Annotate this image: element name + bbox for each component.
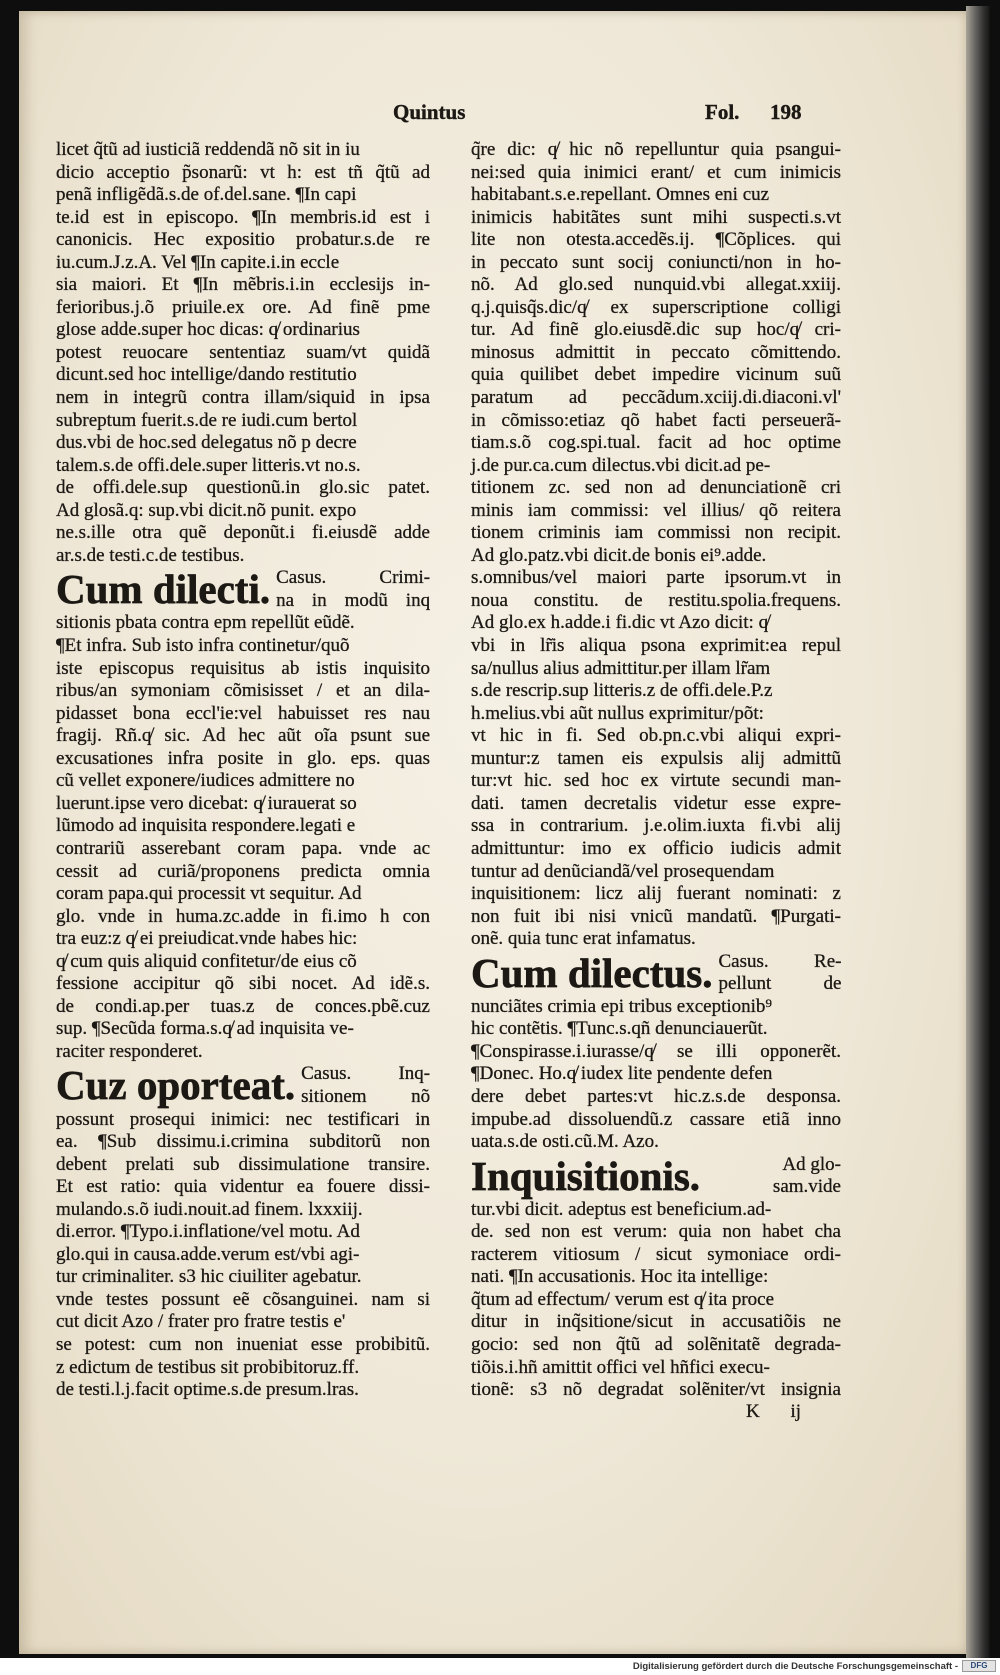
text-line	[471, 1244, 841, 1267]
text-line	[471, 364, 841, 387]
text-line-content: q̃tum ad effectum/ verum est q̸ ita proce	[471, 1288, 775, 1310]
text-line	[56, 1176, 430, 1199]
text-line	[56, 658, 430, 681]
text-line-content: in peccato sunt socij coniuncti/non in ho-	[471, 251, 841, 273]
text-line	[471, 1086, 841, 1109]
text-line-content: dati. tamen decretalis videtur esse expre-	[471, 792, 841, 814]
text-line-content: inquisitionem: licz alij fuerant nominati: z	[471, 883, 841, 905]
text-line	[471, 184, 841, 207]
text-line-content: de testi.l.j.facit optime.s.de presum.lras.	[56, 1379, 359, 1401]
text-line	[56, 973, 430, 996]
casus-line	[718, 951, 841, 974]
text-line	[56, 207, 430, 230]
text-line-content: tur. Ad finẽ glo.eiusdẽ.dic sup hoc/q̸ cri-	[471, 319, 841, 341]
text-line	[471, 815, 841, 838]
right-column	[471, 139, 841, 1402]
text-line-content: tra euz:z q̸ ei preiudicat.vnde habes hic:	[56, 928, 358, 950]
text-line-content: ¶Donec. Ho.q̸ iudex lite pendente defen	[471, 1063, 773, 1085]
text-line-content: mulando.s.õ iudi.nouit.ad finem. lxxxiij.	[56, 1198, 363, 1220]
text-line	[56, 364, 430, 387]
text-line-content: s.de rescrip.sup litteris.z de offi.dele.P.z	[471, 680, 773, 702]
text-line	[56, 1041, 430, 1064]
text-line	[471, 658, 841, 681]
text-line	[471, 1063, 841, 1086]
text-line	[471, 455, 841, 478]
casus-line-content: sitionem nõ	[301, 1085, 431, 1107]
page-fore-edge	[966, 6, 990, 1658]
casus-line	[706, 1176, 841, 1199]
text-line-content: lite non otesta.accedẽs.ij. ¶Cõplices. qui	[471, 229, 841, 251]
text-line-content: cũ vellet exponere/iudices admittere no	[56, 770, 355, 792]
text-line-content: onẽ. quia tunc erat infamatus.	[471, 928, 696, 950]
text-line-content: paratum ad peccãdum.xciij.di.diaconi.vl'	[471, 387, 841, 409]
text-line-content: ¶Conspirasse.i.iurasse/q̸ se illi opponerẽt.	[471, 1040, 841, 1062]
text-line	[471, 612, 841, 635]
text-line	[56, 951, 430, 974]
text-line	[471, 793, 841, 816]
text-line-content: Ad glo.ex h.adde.i fi.dic vt Azo dicit: q̸	[471, 612, 769, 634]
text-line-content: iu.cum.J.z.A. Vel ¶In capite.i.in eccle	[56, 251, 340, 273]
text-line-content: ferioribus.j.õ priuile.ex ore. Ad finẽ pme	[56, 296, 430, 318]
casus-note	[718, 951, 841, 996]
text-line	[56, 906, 430, 929]
text-line	[471, 590, 841, 613]
text-line-content: dus.vbi de hoc.sed delegatus nõ p decre	[56, 432, 357, 454]
text-line	[56, 297, 430, 320]
text-line	[56, 1289, 430, 1312]
casus-line-content: Ad glo-	[782, 1153, 841, 1175]
text-line-content: tionem criminis iam commissi non recipit.	[471, 522, 841, 544]
text-line	[56, 883, 430, 906]
text-line	[56, 1311, 430, 1334]
text-line-content: Ad glosã.q: sup.vbi dicit.nõ punit. expo	[56, 499, 357, 521]
dfg-logo: DFG	[962, 1660, 996, 1672]
casus-line	[706, 1154, 841, 1177]
text-line-content: titionem zc. sed non ad denunciationẽ cri	[471, 477, 841, 499]
casus-note	[276, 567, 430, 612]
text-line	[471, 1221, 841, 1244]
text-line	[56, 703, 430, 726]
text-line-content: tiõis.i.hñ amittit offici vel hñfici execu-	[471, 1356, 770, 1378]
text-line	[56, 1018, 430, 1041]
text-line-content: raciter responderet.	[56, 1040, 203, 1062]
text-line-content: lũmodo ad inquisita respondere.legati e	[56, 815, 356, 837]
text-line-content: muntur:z tamen eis expulsis alij admittũ	[471, 747, 841, 769]
text-line-content: vbi in lr̃is aliqua psona exprimit:ea repul	[471, 635, 841, 657]
text-line-content: minis iam commissi: vel illius/ qõ reitera	[471, 499, 841, 521]
text-line-content: s.omnibus/vel maiori parte ipsorum.vt in	[471, 567, 841, 589]
text-line	[56, 455, 430, 478]
text-line-content: subreptum fuerit.s.de re iudi.cum bertol	[56, 409, 358, 431]
text-line	[56, 162, 430, 185]
text-line-content: debent prelati sub dissimulatione transire.	[56, 1153, 430, 1175]
text-line	[471, 1131, 841, 1154]
text-line	[471, 861, 841, 884]
text-line-content: ne.s.ille otra quẽ deponũt.i fi.eiusdẽ adde	[56, 522, 430, 544]
text-line	[56, 410, 430, 433]
text-line	[471, 319, 841, 342]
text-line	[471, 906, 841, 929]
text-line-content: nem in integrũ contra illam/siquid in ipsa	[56, 387, 430, 409]
text-line-content: Et est ratio: quia videntur ea fouere dissi-	[56, 1176, 430, 1198]
casus-line-content: Casus. Re-	[718, 950, 842, 972]
casus-line-content: Casus. Crimi-	[276, 567, 431, 589]
text-line	[471, 1379, 841, 1402]
text-line	[56, 1266, 430, 1289]
text-line	[56, 770, 430, 793]
text-line-content: ssa in contrarium. j.e.olim.iuxta fi.vbi alij	[471, 815, 841, 837]
casus-line-content: na in modũ inq	[276, 589, 431, 611]
text-line-content: ribus/an symoniam cõmisisset / et an dila-	[56, 680, 430, 702]
text-line-content: gocio: sed non q̃tũ ad solẽnitatẽ degrada-	[471, 1333, 841, 1355]
text-line	[56, 432, 430, 455]
section-heading: Cum dilectus.	[471, 949, 713, 996]
text-line	[471, 1311, 841, 1334]
text-line-content: non fuit ibi nisi vnicũ mandatũ. ¶Purgati-	[471, 905, 841, 927]
text-line	[471, 1334, 841, 1357]
text-line-content: se potest: cum non inueniat esse probibitũ.	[56, 1333, 430, 1355]
text-line-content: racterem vitiosum / sicut symoniace ordi-	[471, 1243, 841, 1265]
text-line-content: vnde testes possunt eẽ cõsanguinei. nam si	[56, 1288, 430, 1310]
text-line-content: dicio acceptio p̃sonarũ: vt h: est tñ q̃tũ ad	[56, 161, 430, 183]
text-line	[471, 838, 841, 861]
casus-line-content: sam.vide	[772, 1176, 841, 1198]
text-line	[471, 274, 841, 297]
text-line-content: fragij. Rñ.q̸ sic. Ad hec aũt oĩa psunt sue	[56, 725, 430, 747]
gathering-signature: K ij	[746, 1401, 802, 1422]
text-line	[56, 184, 430, 207]
text-line	[471, 1266, 841, 1289]
text-line-content: te.id est in episcopo. ¶In membris.id est i	[56, 206, 430, 228]
text-line-content: glo. vnde in huma.zc.adde in fi.imo h con	[56, 905, 430, 927]
text-line	[471, 748, 841, 771]
text-line	[56, 229, 430, 252]
text-line	[471, 387, 841, 410]
text-line-content: noua constitu. de restitu.spolia.frequens.	[471, 589, 841, 611]
text-line	[471, 635, 841, 658]
text-line	[56, 793, 430, 816]
text-line-content: habitabant.s.e.repellant. Omnes eni cuz	[471, 184, 770, 206]
text-line	[56, 928, 430, 951]
text-line	[56, 139, 430, 162]
text-line	[56, 319, 430, 342]
text-line	[471, 545, 841, 568]
text-line-content: ditur in inq̃sitione/sicut in accusatiõis ne	[471, 1311, 841, 1333]
casus-line	[276, 567, 430, 590]
text-line-content: cut dicit Azo / frater pro fratre testis e'	[56, 1311, 346, 1333]
text-line	[471, 297, 841, 320]
text-line-content: sup. ¶Secũda forma.s.q̸ ad inquisita ve-	[56, 1018, 354, 1040]
text-line	[471, 500, 841, 523]
text-line-content: excusationes infra posite in glo. eps. quas	[56, 747, 430, 769]
text-line-content: tuntur ad denũciandã/vel prosequendam	[471, 860, 775, 882]
text-line	[56, 838, 430, 861]
text-line	[471, 432, 841, 455]
text-line-content: quia quilibet debet impedire vicinum suũ	[471, 364, 841, 386]
text-line	[56, 725, 430, 748]
text-line	[471, 522, 841, 545]
text-line-content: de. sed non est verum: quia non habet cha	[471, 1221, 841, 1243]
text-line-content: licet q̃tũ ad iusticiã reddendã nõ sit in iu	[56, 139, 360, 160]
text-line-content: possunt prosequi inimici: nec testificari in	[56, 1108, 430, 1130]
casus-line	[301, 1063, 430, 1086]
folio-label: Fol.	[705, 100, 740, 124]
text-line	[471, 139, 841, 162]
text-line	[56, 1199, 430, 1222]
text-line-content: nunciãtes crimia epi tribus exceptionib⁹	[471, 995, 773, 1017]
text-line	[471, 725, 841, 748]
text-line	[56, 815, 430, 838]
text-line-content: di.error. ¶Typo.i.inflatione/vel motu. Ad	[56, 1221, 360, 1243]
text-line	[471, 567, 841, 590]
text-line	[56, 1244, 430, 1267]
text-line	[56, 1357, 430, 1380]
casus-line-content: Casus. Inq-	[301, 1063, 431, 1085]
text-line-content: nei:sed quia inimici erant/ et cum inimicis	[471, 161, 841, 183]
text-line-content: minosus admittit in peccato cõmittendo.	[471, 341, 841, 363]
text-line-content: ¶Et infra. Sub isto infra continetur/quõ	[56, 635, 350, 657]
section-heading-block	[471, 1154, 841, 1199]
text-line-content: ar.s.de testi.c.de testibus.	[56, 544, 245, 566]
text-line-content: admittuntur: imo ex officio iudicis admit	[471, 837, 841, 859]
text-line-content: ea. ¶Sub dissimu.i.crimina subditorũ non	[56, 1131, 430, 1153]
text-line	[471, 680, 841, 703]
text-line-content: impube.ad dissoluendũ.z cassare etiã inno	[471, 1108, 841, 1130]
text-line-content: uata.s.de osti.cũ.M. Azo.	[471, 1131, 659, 1153]
text-line-content: nõ. Ad glo.sed nunquid.vbi allegat.xxiij.	[471, 274, 841, 296]
text-line	[56, 612, 430, 635]
text-line-content: tiam.s.õ cog.spi.tual. facit ad hoc optime	[471, 432, 841, 454]
text-line-content: glo.qui in causa.adde.verum est/vbi agi-	[56, 1243, 360, 1265]
text-line-content: Ad glo.patz.vbi dicit.de bonis ei⁹.adde.	[471, 544, 767, 566]
text-line-content: h.melius.vbi aũt nullus exprimitur/põt:	[471, 702, 764, 724]
text-line-content: in cõmisso:etiaz qõ habet facti perseuerã-	[471, 409, 841, 431]
text-line	[471, 1041, 841, 1064]
text-line	[471, 1199, 841, 1222]
text-line-content: penã infligẽdã.s.de of.del.sane. ¶In capi	[56, 184, 357, 206]
text-line	[471, 252, 841, 275]
text-line	[471, 883, 841, 906]
section-heading: Cuz oporteat.	[56, 1062, 296, 1109]
text-line-content: canonicis. Hec expositio probatur.s.de re	[56, 229, 430, 251]
text-line	[471, 207, 841, 230]
text-line	[471, 770, 841, 793]
text-line	[56, 861, 430, 884]
text-line-content: coram papa.qui processit vt sequitur. Ad	[56, 883, 362, 905]
casus-line-content: pellunt de	[718, 973, 842, 995]
text-line	[471, 162, 841, 185]
running-title: Quintus	[393, 100, 466, 124]
text-line-content: dere debet partes:vt hic.z.s.de desponsa.	[471, 1085, 841, 1107]
text-line-content: cessit ad curiã/proponens predicta omnia	[56, 860, 430, 882]
section-heading: Inquisitionis.	[471, 1152, 701, 1199]
text-line-content: tur criminaliter. s3 hic ciuiliter agebatur.	[56, 1266, 362, 1288]
text-line-content: q̃re dic: q̸ hic nõ repelluntur quia psangui-	[471, 139, 841, 160]
text-line-content: potest reuocare sententiaz suam/vt quidã	[56, 341, 430, 363]
section-heading-block	[56, 567, 430, 612]
text-line-content: vt hic in fi. Sed ob.pn.c.vbi aliqui expri-	[471, 725, 841, 747]
text-line	[56, 996, 430, 1019]
text-line	[56, 522, 430, 545]
text-line	[471, 1357, 841, 1380]
text-line-content: inimicis habitãtes sunt mihi suspecti.s.vt	[471, 206, 841, 228]
text-line-content: dicunt.sed hoc intellige/dando restitutio	[56, 364, 357, 386]
text-line-content: de offi.dele.sup questionũ.in glo.sic patet.	[56, 477, 430, 499]
text-line	[56, 748, 430, 771]
text-line-content: sa/nullus alius admittitur.per illam lr̃am	[471, 657, 771, 679]
casus-line	[276, 590, 430, 613]
casus-note	[706, 1154, 841, 1199]
folio-number: 198	[770, 100, 802, 124]
text-line-content: sitionis pbata contra epm repellũt eũdẽ.	[56, 612, 355, 634]
funding-credit: Digitalisierung gefördert durch die Deutsche Forschungsgemeinschaft -	[632, 1661, 958, 1672]
text-line-content: q.j.quisq̃s.dic/q̸ ex superscriptione colligi	[471, 296, 841, 318]
text-line	[56, 545, 430, 568]
section-heading-block	[471, 951, 841, 996]
text-line	[56, 274, 430, 297]
text-line-content: de condi.ap.per tuas.z de conces.pbẽ.cuz	[56, 995, 430, 1017]
text-line-content: contrariũ asserebant coram papa. vnde ac	[56, 837, 430, 859]
text-line-content: glose adde.super hoc dicas: q̸ ordinarius	[56, 319, 360, 341]
text-line-content: z edictum de testibus sit probibitoruz.ff.	[56, 1356, 360, 1378]
left-column	[56, 139, 430, 1402]
text-line-content: talem.s.de offi.dele.super litteris.vt no.s.	[56, 454, 361, 476]
text-line	[56, 500, 430, 523]
section-heading: Cum dilecti.	[56, 566, 271, 613]
footer-bar	[0, 1658, 1000, 1675]
text-line	[56, 1379, 430, 1402]
text-line-content: pidasset bona eccl'ie:vel habuisset res nau	[56, 702, 430, 724]
text-line	[56, 387, 430, 410]
text-line	[56, 252, 430, 275]
casus-line	[718, 973, 841, 996]
text-line	[56, 1334, 430, 1357]
text-line	[56, 1221, 430, 1244]
text-line	[56, 477, 430, 500]
text-line-content: hic contẽtis. ¶Tunc.s.qñ denunciauerũt.	[471, 1018, 768, 1040]
text-line	[471, 1289, 841, 1312]
section-heading-block	[56, 1063, 430, 1108]
text-line	[471, 1109, 841, 1132]
text-line	[471, 703, 841, 726]
text-line-content: sia maiori. Et ¶In mẽbris.i.in ecclesijs in-	[56, 274, 430, 296]
casus-line	[301, 1086, 430, 1109]
text-line-content: iste episcopus requisitus ab istis inquisito	[56, 657, 430, 679]
text-line	[56, 635, 430, 658]
text-line	[471, 342, 841, 365]
text-line	[471, 229, 841, 252]
text-line-content: j.de pur.ca.cum dilectus.vbi dicit.ad pe-	[471, 454, 771, 476]
text-line-content: fessione accipitur qõ sibi nocet. Ad idẽ.s.	[56, 973, 430, 995]
text-line-content: luerunt.ipse vero dicebat: q̸ iurauerat so	[56, 792, 357, 814]
text-line	[56, 1154, 430, 1177]
text-line	[471, 928, 841, 951]
text-line-content: tur.vbi dicit. adeptus est beneficium.ad-	[471, 1198, 772, 1220]
text-line	[56, 680, 430, 703]
text-line	[471, 1018, 841, 1041]
text-line-content: tionẽ: s3 nõ degradat solẽniter/vt insignia	[471, 1379, 841, 1401]
text-line	[471, 477, 841, 500]
text-line-content: tur:vt hic. sed hoc ex virtute secundi man-	[471, 770, 841, 792]
casus-note	[301, 1063, 430, 1108]
text-line	[56, 1131, 430, 1154]
text-line-content: nati. ¶In accusationis. Hoc ita intellige:	[471, 1266, 769, 1288]
text-line	[471, 996, 841, 1019]
text-line	[471, 410, 841, 433]
text-line	[56, 1109, 430, 1132]
text-line-content: q̸ cum quis aliquid confitetur/de eius cõ	[56, 950, 357, 972]
text-line	[56, 342, 430, 365]
